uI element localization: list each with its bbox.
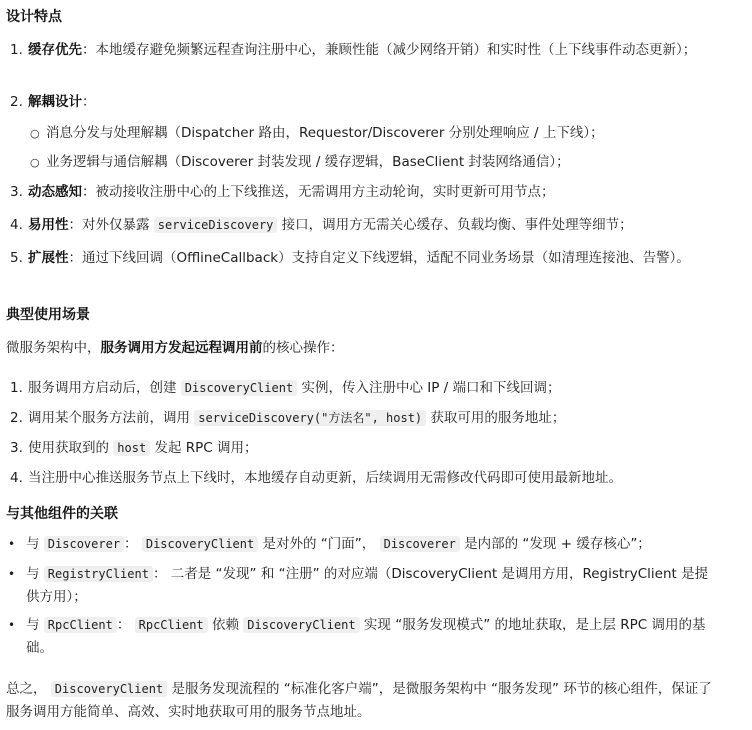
list-number: 3. xyxy=(10,440,23,456)
item-title: 易用性 xyxy=(28,217,69,233)
list-number: 2. xyxy=(10,410,23,426)
inline-code: DiscoveryClient xyxy=(142,536,258,552)
item-text: 本地缓存避免频繁远程查询注册中心，兼顾性能（减少网络开销）和实时性（上下线事件动态更新）； xyxy=(95,42,697,58)
list-number: 4. xyxy=(10,217,23,233)
relation-item-2: • 与 RegistryClient ： 二者是 “发现” 和 “注册” 的对应端（DiscoveryClient 是调用方用，RegistryClient 是提供方用）； xyxy=(8,563,718,609)
list-number: 5. xyxy=(10,250,23,266)
usage-item-3: 3. 使用获取到的 host 发起 RPC 调用； xyxy=(10,437,718,460)
bullet-icon: • xyxy=(8,567,16,581)
design-subitem-2 xyxy=(28,151,718,174)
inline-code: RegistryClient xyxy=(44,566,153,582)
design-item-1: 1. 缓存优先：本地缓存避免频繁远程查询注册中心，兼顾性能（减少网络开销）和实时性（上下线事件动态更新）； xyxy=(10,39,718,62)
list-number: 1. xyxy=(10,380,23,396)
subitem-text: 消息分发与处理解耦（Dispatcher 路由，Requestor/Discoverer 分别处理响应 / 上下线）； xyxy=(46,125,604,141)
item-title: 扩展性 xyxy=(28,250,69,266)
item-title: 缓存优先 xyxy=(28,42,82,58)
item-title: 解耦设计 xyxy=(28,94,82,110)
inline-code: DiscoveryClient xyxy=(243,617,359,633)
usage-item-1: 1. 服务调用方启动后，创建 DiscoveryClient 实例，传入注册中心 IP / 端口和下线回调； xyxy=(10,377,718,400)
subitem-text: 业务逻辑与通信解耦（Discoverer 封装发现 / 缓存逻辑，BaseClient 封装网络通信）； xyxy=(46,154,570,170)
heading-usage: 典型使用场景 xyxy=(6,307,90,323)
bullet-icon: • xyxy=(8,537,16,551)
usage-item-2: 2. 调用某个服务方法前，调用 serviceDiscovery("方法名", host) 获取可用的服务地址； xyxy=(10,407,718,430)
design-item-3: 3. 动态感知：被动接收注册中心的上下线推送，无需调用方主动轮询，实时更新可用节点； xyxy=(10,181,718,204)
list-number: 3. xyxy=(10,184,23,200)
list-number: 2. xyxy=(10,94,23,110)
design-item-2: 2. 解耦设计： xyxy=(10,91,718,114)
bullet-icon: • xyxy=(8,618,16,632)
item-text: 通过下线回调（OfflineCallback）支持自定义下线逻辑，适配不同业务场景（如清理连接池、告警）。 xyxy=(82,250,690,266)
design-subitem-1 xyxy=(28,122,718,145)
design-item-5: 5. 扩展性：通过下线回调（OfflineCallback）支持自定义下线逻辑，适配不同业务场景（如清理连接池、告警）。 xyxy=(10,247,718,270)
inline-code: host xyxy=(113,440,150,456)
inline-code: DiscoveryClient xyxy=(51,681,167,697)
design-item-4: 4. 易用性：对外仅暴露 serviceDiscovery 接口，调用方无需关心缓存、负载均衡、事件处理等细节； xyxy=(10,214,718,237)
summary-paragraph: 总之， DiscoveryClient 是服务发现流程的 “标准化客户端”，是微服务架构中 “服务发现” 环节的核心组件，保证了服务调用方能简单、高效、实时地获取可用的服务节点地址。 xyxy=(6,681,712,720)
heading-design: 设计特点 xyxy=(6,9,62,25)
item-title: 动态感知 xyxy=(28,184,82,200)
usage-item-4: 4. 当注册中心推送服务节点上下线时，本地缓存自动更新，后续调用无需修改代码即可使用最新地址。 xyxy=(10,467,718,490)
inline-code: Discoverer xyxy=(44,536,124,552)
inline-code: RpcClient xyxy=(135,617,208,633)
usage-intro: 微服务架构中，服务调用方发起远程调用前的核心操作： xyxy=(6,340,344,356)
hollow-bullet-icon: ○ xyxy=(30,127,40,140)
relation-item-1: • 与 Discoverer ： DiscoveryClient 是对外的 “门面”， Discoverer 是内部的 “发现 + 缓存核心”； xyxy=(8,533,718,556)
inline-code: serviceDiscovery("方法名", host) xyxy=(194,410,426,426)
heading-relations: 与其他组件的关联 xyxy=(6,506,118,522)
inline-code: serviceDiscovery xyxy=(154,217,278,233)
inline-code: Discoverer xyxy=(380,536,460,552)
list-number: 4. xyxy=(10,470,23,486)
list-number: 1. xyxy=(10,42,23,58)
relation-item-3: • 与 RpcClient ： RpcClient 依赖 DiscoveryClient 实现 “服务发现模式” 的地址获取，是上层 RPC 调用的基础。 xyxy=(8,614,718,660)
inline-code: RpcClient xyxy=(44,617,117,633)
hollow-bullet-icon: ○ xyxy=(30,156,40,169)
inline-code: DiscoveryClient xyxy=(181,380,297,396)
item-text: 被动接收注册中心的上下线推送，无需调用方主动轮询，实时更新可用节点； xyxy=(95,184,555,200)
